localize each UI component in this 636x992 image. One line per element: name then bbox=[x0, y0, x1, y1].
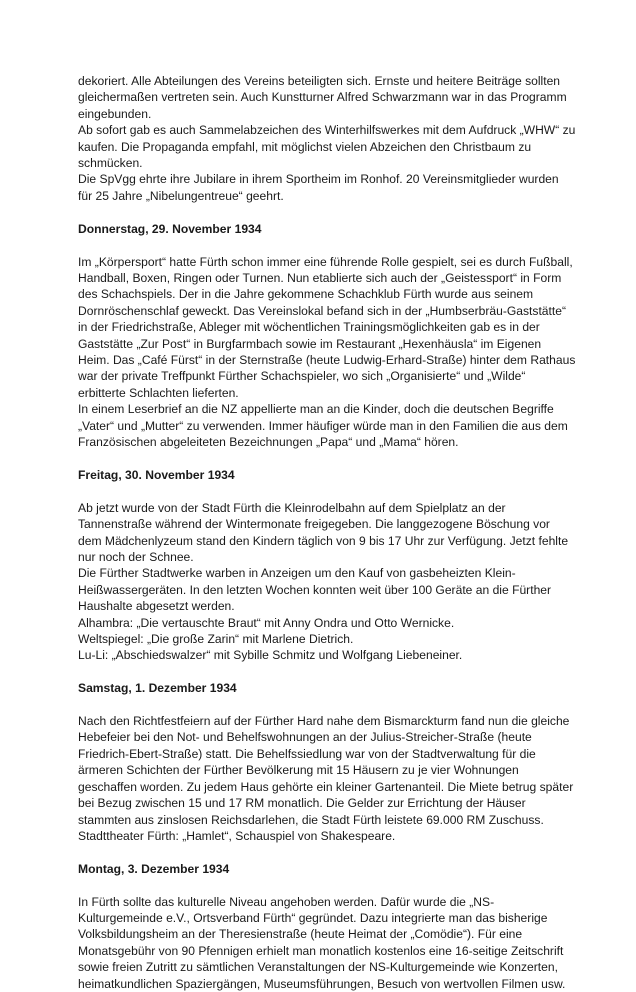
text-line: bei Bezug zwischen 15 und 17 RM monatlich. Die Gelder zur Errichtung der Häuser bbox=[78, 796, 526, 811]
date-heading: Donnerstag, 29. November 1934 bbox=[78, 221, 262, 236]
text-line: Dornröschenschlaf geweckt. Das Vereinslokal befand sich in der „Humbserbräu-Gaststätte“ bbox=[78, 303, 567, 318]
text-line: Gaststätte „Zur Post“ in Burgfarmbach sowie im Restaurant „Hexenhäusla“ im Eigenen bbox=[78, 336, 542, 351]
text-line: Heim. Das „Café Fürst“ in der Sternstraße (heute Ludwig-Erhard-Straße) hinter dem Rathaus bbox=[78, 352, 576, 367]
text-line: Ab jetzt wurde von der Stadt Fürth die Kleinrodelbahn auf dem Spielplatz an der bbox=[78, 500, 506, 515]
body-paragraph bbox=[78, 500, 576, 664]
text-line: in der Friedrichstraße, Ableger mit wöchentlichen Trainingsmöglichkeiten gab es in der bbox=[78, 320, 540, 335]
text-line: In einem Leserbrief an die NZ appellierte man an die Kinder, doch die deutschen Begriffe bbox=[78, 402, 554, 417]
text-line: eingebunden. bbox=[78, 106, 152, 121]
text-line: Monatsgebühr von 90 Pfennigen erhielt man monatlich kostenlos eine 16-seitige Zeitschrift bbox=[78, 943, 564, 958]
text-line: heimatkundlichen Spaziergängen, Museumsführungen, Besuch von wertvollen Filmen usw. bbox=[78, 976, 566, 991]
date-heading: Montag, 3. Dezember 1934 bbox=[78, 861, 230, 876]
text-line: Weltspiegel: „Die große Zarin“ mit Marlene Dietrich. bbox=[78, 631, 354, 646]
text-line: Im „Körpersport“ hatte Fürth schon immer eine führende Rolle gespielt, sei es durch Fußball, bbox=[78, 254, 573, 269]
text-line: Kulturgemeinde e.V., Ortsverband Fürth“ gegründet. Dazu integrierte man das bisherige bbox=[78, 911, 548, 926]
body-paragraph-intro bbox=[78, 73, 576, 204]
text-line: Tannenstraße während der Wintermonate freigegeben. Die langgezogene Böschung vor bbox=[78, 517, 550, 532]
text-line: Nach den Richtfestfeiern auf der Fürther Hard nahe dem Bismarckturm fand nun die gleiche bbox=[78, 714, 570, 729]
text-line: Ab sofort gab es auch Sammelabzeichen des Winterhilfswerkes mit dem Aufdruck „WHW“ zu bbox=[78, 123, 576, 138]
text-line: Haushalte abgesetzt werden. bbox=[78, 599, 235, 614]
text-line: Lu-Li: „Abschiedswalzer“ mit Sybille Schmitz und Wolfgang Liebeneiner. bbox=[78, 648, 463, 663]
text-line: ärmeren Schichten der Fürther Bevölkerung mit 15 Häusern zu je vier Wohnungen bbox=[78, 763, 519, 778]
text-line: erbitterte Schlachten lieferten. bbox=[78, 385, 239, 400]
text-line: war der private Treffpunkt Fürther Schachspieler, wo sich „Organisierte“ und „Wilde“ bbox=[78, 369, 526, 384]
text-line: gleichermaßen vertreten sein. Auch Kunstturner Alfred Schwarzmann war in das Programm bbox=[78, 90, 567, 105]
date-heading: Freitag, 30. November 1934 bbox=[78, 467, 235, 482]
text-line: stammten aus zinslosen Reichsdarlehen, die Stadt Fürth leistete 69.000 RM Zuschuss. bbox=[78, 812, 544, 827]
text-line: „Vater“ und „Mutter“ zu verwenden. Immer häufiger würde man in den Familien die aus dem bbox=[78, 418, 568, 433]
text-line: dem Mädchenlyzeum stand den Kindern täglich von 9 bis 17 Uhr zur Verfügung. Jetzt fehlte bbox=[78, 533, 569, 548]
text-line: schmücken. bbox=[78, 156, 143, 171]
body-paragraph bbox=[78, 254, 576, 451]
body-paragraph bbox=[78, 713, 576, 844]
text-line: Französischen abgeleiteten Bezeichnungen „Papa“ und „Mama“ hören. bbox=[78, 435, 459, 450]
text-line: dekoriert. Alle Abteilungen des Vereins beteiligten sich. Ernste und heitere Beiträge sollten bbox=[78, 74, 561, 88]
text-line: Volksbildungsheim an der Theresienstraße (heute Heimat der „Comödie“). Für eine bbox=[78, 927, 523, 942]
text-line: nur noch der Schnee. bbox=[78, 549, 194, 564]
text-line: Friedrich-Ebert-Straße) statt. Die Behelfssiedlung war von der Stadtverwaltung für die bbox=[78, 746, 536, 761]
text-line: Alhambra: „Die vertauschte Braut“ mit Anny Ondra und Otto Wernicke. bbox=[78, 615, 455, 630]
text-line: geschaffen worden. Zu jedem Haus gehörte ein kleiner Gartenanteil. Die Miete betrug später bbox=[78, 779, 574, 794]
text-line: Stadttheater Fürth: „Hamlet“, Schauspiel von Shakespeare. bbox=[78, 828, 396, 843]
text-line: Die SpVgg ehrte ihre Jubilare in ihrem Sportheim im Ronhof. 20 Vereinsmitglieder wurden bbox=[78, 172, 559, 187]
date-heading: Samstag, 1. Dezember 1934 bbox=[78, 681, 237, 696]
text-line: In Fürth sollte das kulturelle Niveau angehoben werden. Dafür wurde die „NS- bbox=[78, 894, 495, 909]
text-line: Hebefeier bei den Not- und Behelfswohnungen an der Julius-Streicher-Straße (heute bbox=[78, 730, 532, 745]
body-paragraph bbox=[78, 894, 576, 992]
text-line: sowie freien Zutritt zu sämtlichen Veranstaltungen der NS-Kulturgemeinde wie Konzerten, bbox=[78, 960, 558, 975]
text-line: Heißwassergeräten. In den letzten Wochen konnten weit über 100 Geräte an die Fürther bbox=[78, 582, 552, 597]
text-line: kaufen. Die Propaganda empfahl, mit möglichst vielen Abzeichen den Christbaum zu bbox=[78, 139, 532, 154]
text-line: des Schachspiels. Der in die Jahre gekommene Schachklub Fürth wurde aus seinem bbox=[78, 287, 534, 302]
text-line: Die Fürther Stadtwerke warben in Anzeigen um den Kauf von gasbeheizten Klein- bbox=[78, 566, 516, 581]
text-line: Handball, Boxen, Ringen oder Turnen. Nun etablierte sich auch der „Geistessport“ in Form bbox=[78, 270, 562, 285]
text-line: für 25 Jahre „Nibelungentreue“ geehrt. bbox=[78, 188, 284, 203]
